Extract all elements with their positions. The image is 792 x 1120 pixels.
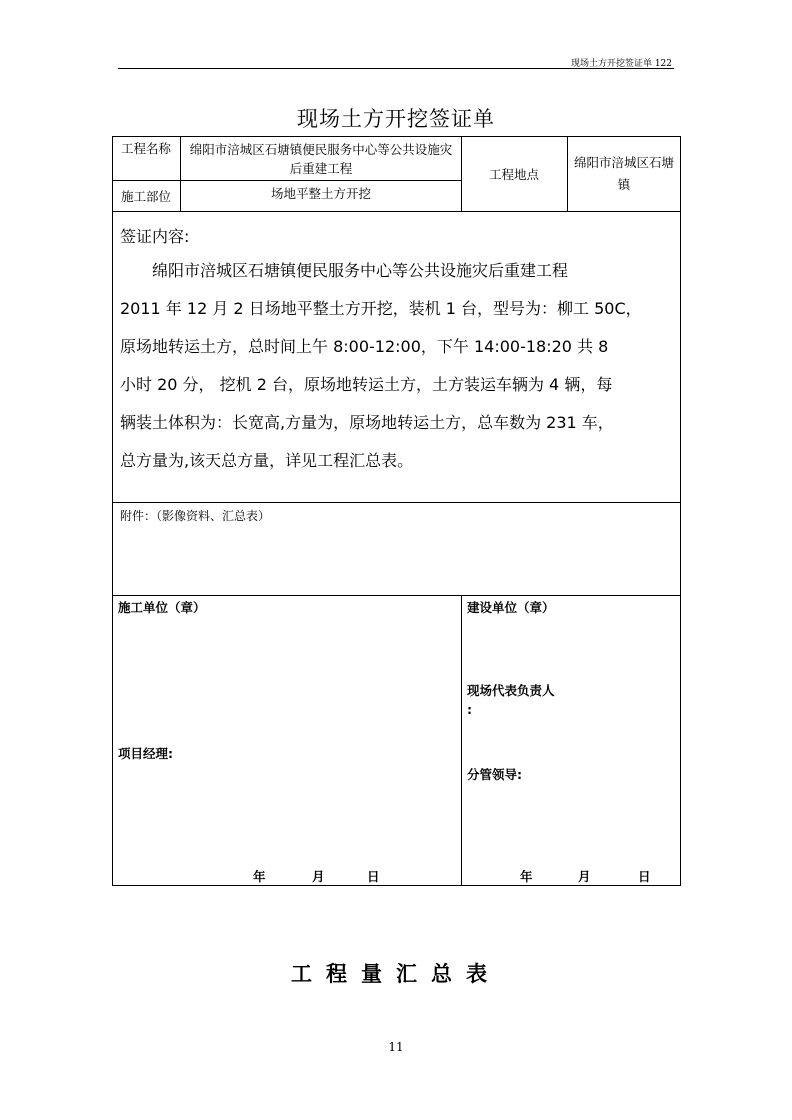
table-border-left bbox=[112, 136, 113, 886]
table-border-bottom bbox=[112, 885, 681, 886]
owner-date-year: 年 bbox=[520, 869, 533, 884]
content-line: 总方量为,该天总方量，详见工程汇总表。 bbox=[120, 451, 414, 470]
content-line: 绵阳市涪城区石塘镇便民服务中心等公共设施灾后重建工程 bbox=[152, 261, 569, 280]
page-number: 11 bbox=[388, 1040, 404, 1054]
construction-part-value: 场地平整土方开挖 bbox=[270, 186, 371, 201]
project-manager-label: 项目经理: bbox=[118, 746, 173, 761]
grid-line bbox=[112, 502, 681, 503]
content-label: 签证内容: bbox=[120, 227, 190, 246]
content-line: 2011 年 12 月 2 日场地平整土方开挖，装机 1 台，型号为：柳工 50C， bbox=[120, 299, 642, 318]
visa-form-table bbox=[112, 136, 681, 886]
content-line: 辆装土体积为：长宽高,方量为，原场地转运土方，总车数为 231 车， bbox=[120, 413, 614, 432]
contractor-date-year: 年 bbox=[253, 869, 266, 884]
header-rule bbox=[118, 68, 674, 69]
supervisor-label: 分管领导: bbox=[467, 767, 522, 782]
attachment-label: 附件：（影像资料、汇总表） bbox=[120, 509, 271, 523]
grid-line bbox=[461, 595, 462, 886]
location-value: 绵阳市涪城区石塘镇 bbox=[574, 155, 675, 192]
summary-title: 工程量汇总表 bbox=[291, 962, 501, 986]
site-rep-colon: : bbox=[467, 702, 472, 717]
owner-label: 建设单位（章） bbox=[467, 600, 555, 615]
contractor-label: 施工单位（章） bbox=[118, 600, 206, 615]
content-line: 原场地转运土方，总时间上午 8:00-12:00，下午 14:00-18:20 共 8 bbox=[120, 337, 609, 356]
construction-part-label: 施工部位 bbox=[120, 189, 171, 204]
owner-date-month: 月 bbox=[578, 869, 591, 884]
running-header: 现场土方开挖签证单 122 bbox=[570, 59, 672, 69]
content-body bbox=[120, 252, 675, 480]
grid-line bbox=[112, 595, 681, 596]
table-border-right bbox=[680, 136, 681, 886]
owner-date-day: 日 bbox=[638, 869, 651, 884]
project-name-value: 绵阳市涪城区石塘镇便民服务中心等公共设施灾后重建工程 bbox=[189, 142, 453, 176]
location-label: 工程地点 bbox=[488, 167, 539, 182]
contractor-date-day: 日 bbox=[367, 869, 380, 884]
document-title: 现场土方开挖签证单 bbox=[297, 107, 495, 131]
content-line: 小时 20 分， 挖机 2 台，原场地转运土方，土方装运车辆为 4 辆，每 bbox=[120, 375, 613, 394]
project-name-label: 工程名称 bbox=[120, 141, 171, 156]
site-rep-label: 现场代表负责人 bbox=[467, 683, 555, 698]
contractor-date-month: 月 bbox=[312, 869, 325, 884]
grid-line bbox=[567, 136, 568, 212]
